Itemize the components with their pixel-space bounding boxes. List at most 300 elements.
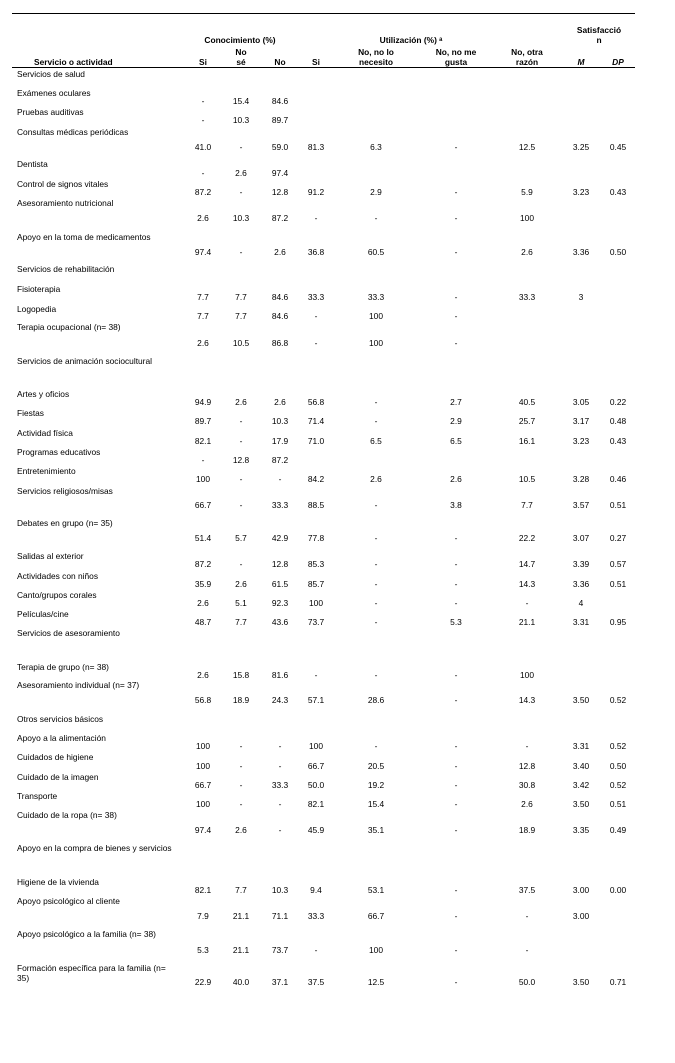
table-cell: 0.52	[609, 695, 627, 705]
table-cell: 2.7	[450, 397, 462, 407]
table-cell: -	[374, 213, 378, 223]
table-cell: -	[239, 780, 243, 790]
table-cell: -	[454, 559, 458, 569]
service-label: Actividades con niños	[17, 571, 99, 581]
table-cell: -	[454, 695, 458, 705]
table-cell: 100	[196, 799, 210, 809]
table-cell: -	[454, 885, 458, 895]
table-cell: -	[454, 741, 458, 751]
col-no-conocimiento: No	[274, 57, 286, 67]
table-cell: 97.4	[271, 168, 289, 178]
table-cell: 0.49	[609, 825, 627, 835]
service-label: Entretenimiento	[17, 466, 76, 476]
table-cell: -	[454, 533, 458, 543]
service-label: Dentista	[17, 159, 48, 169]
table-cell: 2.6	[521, 247, 533, 257]
table-cell: -	[454, 213, 458, 223]
table-cell: 33.3	[518, 292, 536, 302]
table-cell: 3.35	[572, 825, 590, 835]
table-cell: -	[314, 338, 318, 348]
table-cell: 14.7	[518, 559, 536, 569]
table-cell: 91.2	[307, 187, 325, 197]
table-cell: -	[314, 670, 318, 680]
header-conocimiento: Conocimiento (%)	[204, 35, 276, 45]
service-label: Pruebas auditivas	[17, 107, 84, 117]
table-cell: -	[239, 799, 243, 809]
table-cell: -	[525, 911, 529, 921]
col-nogusta-line1: No, no me	[435, 47, 477, 57]
service-label: Fiestas	[17, 408, 44, 418]
table-cell: 7.9	[197, 911, 209, 921]
table-cell: -	[525, 598, 529, 608]
table-cell: 14.3	[518, 695, 536, 705]
table-cell: 87.2	[271, 213, 289, 223]
table-cell: 14.3	[518, 579, 536, 589]
table-cell: 73.7	[271, 945, 289, 955]
table-cell: 36.8	[307, 247, 325, 257]
service-label: Exámenes oculares	[17, 88, 91, 98]
table-cell: -	[239, 142, 243, 152]
col-nonecesito-line1: No, no lo	[358, 47, 394, 57]
table-cell: 10.5	[518, 474, 536, 484]
table-cell: 100	[309, 741, 323, 751]
table-cell: 50.0	[518, 977, 536, 987]
table-cell: 2.9	[450, 416, 462, 426]
top-rule	[12, 13, 635, 14]
table-cell: 35.1	[367, 825, 385, 835]
table-cell: 3.36	[572, 247, 590, 257]
service-label: Cuidado de la ropa (n= 38)	[17, 810, 117, 820]
table-cell: 2.6	[274, 247, 286, 257]
service-label: Canto/grupos corales	[17, 590, 97, 600]
table-cell: 3.39	[572, 559, 590, 569]
service-label: Programas educativos	[17, 447, 101, 457]
table-cell: 3.31	[572, 741, 590, 751]
service-label: Higiene de la vivienda	[17, 877, 99, 887]
table-cell: -	[278, 474, 282, 484]
table-cell: 2.6	[450, 474, 462, 484]
table-cell: 12.8	[518, 761, 536, 771]
table-cell: 94.9	[194, 397, 212, 407]
table-cell: 2.6	[197, 338, 209, 348]
table-cell: 66.7	[194, 500, 212, 510]
table-cell: 100	[520, 670, 534, 680]
table-cell: 0.51	[609, 799, 627, 809]
table-cell: 18.9	[232, 695, 250, 705]
table-cell: 48.7	[194, 617, 212, 627]
table-cell: 66.7	[194, 780, 212, 790]
table-cell: 5.1	[235, 598, 247, 608]
table-cell: -	[314, 311, 318, 321]
table-cell: 28.6	[367, 695, 385, 705]
table-cell: 97.4	[194, 247, 212, 257]
table-cell: 3.28	[572, 474, 590, 484]
table-cell: 7.7	[235, 292, 247, 302]
service-label: Cuidado de la imagen	[17, 772, 99, 782]
table-cell: 3.50	[572, 977, 590, 987]
table-cell: 15.4	[367, 799, 385, 809]
table-cell: 56.8	[307, 397, 325, 407]
table-cell: 2.9	[370, 187, 382, 197]
table-cell: 6.5	[450, 436, 462, 446]
table-cell: 24.3	[271, 695, 289, 705]
table-cell: 16.1	[518, 436, 536, 446]
service-label: Logopedia	[17, 304, 57, 314]
table-cell: 77.8	[307, 533, 325, 543]
table-cell: 0.51	[609, 500, 627, 510]
table-cell: 2.6	[235, 397, 247, 407]
table-cell: 12.8	[232, 455, 250, 465]
table-cell: 82.1	[194, 885, 212, 895]
col-si-utilizacion: Si	[312, 57, 320, 67]
table-cell: -	[201, 168, 205, 178]
table-cell: -	[454, 311, 458, 321]
table-cell: 3.8	[450, 500, 462, 510]
service-label: Formación específica para la familia (n= 35)	[17, 963, 166, 983]
table-cell: 10.3	[271, 885, 289, 895]
table-cell: 22.2	[518, 533, 536, 543]
table-cell: 7.7	[197, 292, 209, 302]
service-label: Películas/cine	[17, 609, 69, 619]
table-cell: 17.9	[271, 436, 289, 446]
section-heading: Apoyo en la compra de bienes y servicios	[17, 843, 172, 853]
table-cell: 15.8	[232, 670, 250, 680]
col-dp: DP	[612, 57, 624, 67]
table-cell: 21.1	[232, 911, 250, 921]
table-cell: 3.50	[572, 799, 590, 809]
table-cell: 82.1	[194, 436, 212, 446]
table-cell: 56.8	[194, 695, 212, 705]
table-cell: 0.22	[609, 397, 627, 407]
table-cell: 2.6	[197, 598, 209, 608]
table-cell: -	[525, 741, 529, 751]
table-cell: -	[454, 142, 458, 152]
table-cell: -	[239, 187, 243, 197]
table-cell: -	[239, 559, 243, 569]
table-cell: 7.7	[235, 885, 247, 895]
table-cell: 12.8	[271, 559, 289, 569]
service-label: Terapia de grupo (n= 38)	[17, 662, 109, 672]
service-label: Transporte	[17, 791, 58, 801]
table-cell: 3.07	[572, 533, 590, 543]
table-cell: -	[374, 579, 378, 589]
service-label: Artes y oficios	[17, 389, 70, 399]
table-cell: -	[239, 761, 243, 771]
table-cell: 100	[196, 741, 210, 751]
table-cell: 40.0	[232, 977, 250, 987]
service-label: Apoyo psicológico al cliente	[17, 896, 120, 906]
col-otra-line2: razón	[515, 57, 539, 67]
table-cell: 3.57	[572, 500, 590, 510]
header-utilizacion: Utilización (%) ᵃ	[379, 35, 443, 45]
table-cell: -	[201, 455, 205, 465]
table-cell: 10.5	[232, 338, 250, 348]
table-cell: 100	[369, 338, 383, 348]
table-cell: -	[454, 338, 458, 348]
table-cell: 0.50	[609, 761, 627, 771]
table-cell: 42.9	[271, 533, 289, 543]
table-cell: 2.6	[197, 213, 209, 223]
table-cell: 30.8	[518, 780, 536, 790]
col-servicio: Servicio o actividad	[34, 57, 113, 67]
table-cell: 40.5	[518, 397, 536, 407]
table-cell: 3.05	[572, 397, 590, 407]
service-label: Apoyo en la toma de medicamentos	[17, 232, 151, 242]
table-cell: 5.3	[450, 617, 462, 627]
section-heading: Servicios de salud	[17, 69, 85, 79]
table-cell: 3	[578, 292, 584, 302]
table-cell: 0.71	[609, 977, 627, 987]
table-cell: -	[239, 741, 243, 751]
table-cell: -	[454, 799, 458, 809]
table-cell: 0.27	[609, 533, 627, 543]
table-cell: 85.3	[307, 559, 325, 569]
table-cell: 71.4	[307, 416, 325, 426]
table-cell: 87.2	[194, 187, 212, 197]
table-cell: -	[454, 780, 458, 790]
table-cell: 10.3	[232, 115, 250, 125]
table-cell: -	[278, 825, 282, 835]
table-cell: 89.7	[271, 115, 289, 125]
table-cell: 100	[369, 945, 383, 955]
table-cell: 7.7	[235, 311, 247, 321]
table-cell: 0.43	[609, 187, 627, 197]
table-cell: -	[374, 500, 378, 510]
table-cell: -	[314, 945, 318, 955]
table-cell: 82.1	[307, 799, 325, 809]
table-cell: -	[374, 617, 378, 627]
table-cell: -	[239, 416, 243, 426]
table-cell: 12.5	[518, 142, 536, 152]
table-cell: 81.6	[271, 670, 289, 680]
table-cell: 3.40	[572, 761, 590, 771]
table-cell: 3.17	[572, 416, 590, 426]
table-cell: 73.7	[307, 617, 325, 627]
table-cell: -	[454, 911, 458, 921]
table-cell: 2.6	[197, 670, 209, 680]
table-cell: 3.50	[572, 695, 590, 705]
table-cell: 81.3	[307, 142, 325, 152]
header-satisfaccion-line1: Satisfacció	[576, 25, 622, 35]
col-nose-line1: No	[235, 47, 247, 57]
table-cell: 50.0	[307, 780, 325, 790]
table-cell: 35.9	[194, 579, 212, 589]
table-cell: 0.43	[609, 436, 627, 446]
service-label: Asesoramiento nutricional	[17, 198, 114, 208]
section-heading: Servicios de rehabilitación	[17, 264, 115, 274]
service-label: Apoyo a la alimentación	[17, 733, 106, 743]
table-cell: 3.23	[572, 187, 590, 197]
table-cell: 45.9	[307, 825, 325, 835]
table-cell: 21.1	[232, 945, 250, 955]
table-cell: 0.52	[609, 780, 627, 790]
table-cell: 61.5	[271, 579, 289, 589]
table-cell: 37.5	[307, 977, 325, 987]
table-cell: -	[454, 670, 458, 680]
service-label: Cuidados de higiene	[17, 752, 94, 762]
col-m: M	[577, 57, 585, 67]
table-cell: 0.00	[609, 885, 627, 895]
table-cell: 66.7	[307, 761, 325, 771]
table-cell: -	[454, 825, 458, 835]
table-cell: 0.50	[609, 247, 627, 257]
service-label: Actividad física	[17, 428, 73, 438]
table-cell: -	[454, 598, 458, 608]
table-cell: -	[278, 761, 282, 771]
table-cell: 86.8	[271, 338, 289, 348]
section-heading: Servicios de asesoramiento	[17, 628, 120, 638]
table-cell: -	[201, 96, 205, 106]
service-label: Servicios religiosos/misas	[17, 486, 113, 496]
table-cell: -	[239, 500, 243, 510]
table-cell: 10.3	[271, 416, 289, 426]
table-cell: 88.5	[307, 500, 325, 510]
table-cell: 12.5	[367, 977, 385, 987]
table-cell: 59.0	[271, 142, 289, 152]
table-cell: 0.48	[609, 416, 627, 426]
table-cell: 21.1	[518, 617, 536, 627]
table-cell: -	[454, 579, 458, 589]
table-cell: 84.6	[271, 292, 289, 302]
table-cell: 100	[520, 213, 534, 223]
table-cell: 2.6	[274, 397, 286, 407]
table-cell: 12.8	[271, 187, 289, 197]
section-heading: Otros servicios básicos	[17, 714, 104, 724]
table-cell: 33.3	[367, 292, 385, 302]
col-otra-line1: No, otra	[511, 47, 543, 57]
table-cell: 87.2	[194, 559, 212, 569]
table-cell: -	[454, 761, 458, 771]
table-cell: 0.51	[609, 579, 627, 589]
table-cell: 60.5	[367, 247, 385, 257]
table-cell: 84.6	[271, 311, 289, 321]
table-cell: 15.4	[232, 96, 250, 106]
table-cell: -	[374, 416, 378, 426]
table-cell: 51.4	[194, 533, 212, 543]
table-cell: 7.7	[521, 500, 533, 510]
col-nonecesito-line2: necesito	[359, 57, 393, 67]
service-label: Control de signos vitales	[17, 179, 109, 189]
table-cell: 3.00	[572, 911, 590, 921]
table-cell: 71.0	[307, 436, 325, 446]
table-cell: -	[239, 247, 243, 257]
table-cell: -	[374, 598, 378, 608]
table-cell: 57.1	[307, 695, 325, 705]
table-cell: 3.23	[572, 436, 590, 446]
table-cell: 3.42	[572, 780, 590, 790]
table-cell: -	[374, 559, 378, 569]
table-cell: 3.00	[572, 885, 590, 895]
table-cell: -	[374, 741, 378, 751]
table-cell: -	[454, 945, 458, 955]
table-cell: 84.6	[271, 96, 289, 106]
table-cell: 33.3	[271, 780, 289, 790]
table-cell: 100	[196, 761, 210, 771]
table-cell: 85.7	[307, 579, 325, 589]
service-label: Asesoramiento individual (n= 37)	[17, 680, 140, 690]
table-cell: -	[374, 397, 378, 407]
table-cell: 9.4	[310, 885, 322, 895]
service-label: Apoyo psicológico a la familia (n= 38)	[17, 929, 156, 939]
table-cell: 2.6	[235, 168, 247, 178]
table-cell: 89.7	[194, 416, 212, 426]
table-cell: 0.45	[609, 142, 627, 152]
table-cell: -	[278, 741, 282, 751]
table-cell: 20.5	[367, 761, 385, 771]
table-cell: -	[454, 247, 458, 257]
table-cell: 3.25	[572, 142, 590, 152]
table-cell: 71.1	[271, 911, 289, 921]
table-cell: 92.3	[271, 598, 289, 608]
table-cell: -	[454, 977, 458, 987]
table-cell: 100	[309, 598, 323, 608]
service-label: Terapia ocupacional (n= 38)	[17, 322, 121, 332]
table-cell: 3.31	[572, 617, 590, 627]
table-cell: 0.46	[609, 474, 627, 484]
table-cell: 33.3	[307, 292, 325, 302]
col-nose-line2: sé	[236, 57, 246, 67]
table-cell: 7.7	[197, 311, 209, 321]
col-si-conocimiento: Si	[199, 57, 207, 67]
table-cell: 0.95	[609, 617, 627, 627]
header-rule	[12, 67, 635, 68]
table-cell: 18.9	[518, 825, 536, 835]
table-cell: 6.5	[370, 436, 382, 446]
table-cell: 0.52	[609, 741, 627, 751]
table-cell: 2.6	[235, 825, 247, 835]
service-label: Consultas médicas periódicas	[17, 127, 129, 137]
table-cell: 33.3	[307, 911, 325, 921]
table-cell: 5.7	[235, 533, 247, 543]
table-cell: 2.6	[370, 474, 382, 484]
table-cell: 10.3	[232, 213, 250, 223]
service-label: Fisioterapia	[17, 284, 61, 294]
table-cell: -	[314, 213, 318, 223]
table-cell: 84.2	[307, 474, 325, 484]
table-cell: 0.57	[609, 559, 627, 569]
table-cell: 66.7	[367, 911, 385, 921]
table-cell: -	[374, 670, 378, 680]
table-cell: 100	[196, 474, 210, 484]
table-cell: 37.1	[271, 977, 289, 987]
section-heading: Servicios de animación sociocultural	[17, 356, 152, 366]
table-cell: 2.6	[235, 579, 247, 589]
table-cell: 53.1	[367, 885, 385, 895]
table-cell: 25.7	[518, 416, 536, 426]
table-cell: 41.0	[194, 142, 212, 152]
table-cell: 7.7	[235, 617, 247, 627]
table-cell: -	[239, 436, 243, 446]
table-cell: -	[278, 799, 282, 809]
table-cell: 97.4	[194, 825, 212, 835]
table-cell: 6.3	[370, 142, 382, 152]
table-cell: -	[374, 533, 378, 543]
table-cell: 33.3	[271, 500, 289, 510]
table-cell: 43.6	[271, 617, 289, 627]
table-cell: 2.6	[521, 799, 533, 809]
table-cell: 5.3	[197, 945, 209, 955]
table-cell: 19.2	[367, 780, 385, 790]
col-nogusta-line2: gusta	[444, 57, 468, 67]
table-cell: 4	[578, 598, 584, 608]
table-cell: -	[454, 292, 458, 302]
table-cell: -	[525, 945, 529, 955]
table-cell: 87.2	[271, 455, 289, 465]
table-cell: 3.36	[572, 579, 590, 589]
header-satisfaccion-line2: n	[596, 35, 602, 45]
service-label: Salidas al exterior	[17, 551, 84, 561]
table-cell: 5.9	[521, 187, 533, 197]
